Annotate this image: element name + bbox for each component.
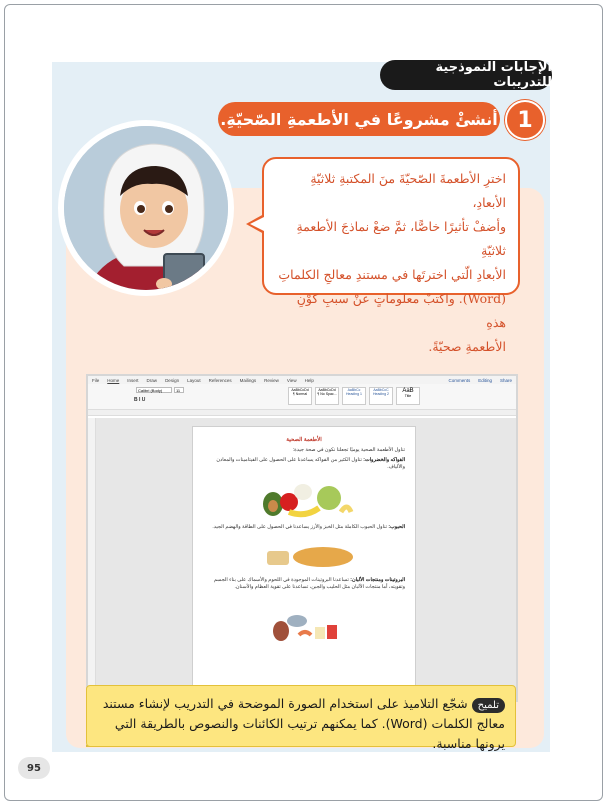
bread-image-icon (201, 535, 405, 571)
vertical-ruler (88, 418, 96, 702)
document-protein-paragraph: البروتينات ومنتجات الألبان: تساعدنا البروتينات الموجودة في اللحوم والأسماك على بناء الجسم وتقويته، أما منتجات الألبان مثل الحليب والجبن، تساعدنا على تقوية العظام والأسنان. (213, 577, 405, 590)
menu-review[interactable]: Review (264, 377, 279, 383)
menu-view[interactable]: View (286, 377, 297, 383)
font-name-box[interactable]: Calibri (Body) (136, 387, 172, 393)
menu-design[interactable]: Design (165, 377, 180, 383)
instruction-line: الأبعادِ الّتي اخترتَها في مستندِ معالجِ الكلماتِ (278, 267, 506, 282)
menu-mailings[interactable]: Mailings (239, 377, 257, 383)
document-grains-paragraph: الحبوب: تناول الحبوب الكاملة مثل الخبز والأرز يساعدنا في الحصول على الطاقة والهضم الجيد. (212, 524, 405, 530)
page-number: 95 (18, 757, 50, 779)
share-button[interactable]: Share (499, 377, 512, 383)
font-size-box[interactable]: 11 (174, 387, 184, 393)
fruits-vegetables-image-icon (201, 474, 405, 518)
style-title[interactable]: AaB Title (396, 387, 420, 405)
document-intro: تناول الأطعمة الصحية يوميًا تجعلنا نكون في صحة جيدة: (292, 447, 405, 453)
format-buttons[interactable]: B I U (134, 397, 146, 403)
instruction-line: الأطعمةِ صحيّةً. (428, 339, 506, 354)
instruction-bubble (262, 157, 520, 354)
document-title: الأطعمة الصحية (286, 437, 322, 443)
menu-file[interactable]: File (92, 377, 100, 383)
menu-insert[interactable]: Insert (127, 377, 139, 383)
menu-references[interactable]: References (208, 377, 232, 383)
word-document-area (88, 418, 516, 702)
word-screenshot (86, 374, 518, 702)
word-ribbon (88, 384, 516, 410)
menu-draw[interactable]: Draw (146, 377, 158, 383)
instruction-line: وأضفْ تأثيرًا خاصًّا، ثمَّ ضعْ نماذجَ الأطعمةِ ثلاثيّةِ (296, 219, 506, 258)
styles-gallery[interactable] (288, 387, 420, 405)
editing-button[interactable]: Editing (478, 377, 492, 383)
section-label: الإجابات النموذجية للتدريبات (380, 60, 552, 90)
speech-bubble-tail-inner (250, 217, 264, 231)
exercise-number: 1 (505, 100, 545, 140)
teacher-tip (86, 685, 516, 751)
protein-dairy-image-icon (201, 601, 405, 645)
student-avatar (58, 120, 234, 296)
word-menu-bar (88, 376, 516, 384)
style-no-spacing[interactable]: AaBbCcDd ¶ No Spac... (315, 387, 339, 405)
menu-layout[interactable]: Layout (187, 377, 201, 383)
tip-badge: تلميح (472, 698, 505, 713)
style-heading2[interactable]: AaBbCcC Heading 2 (369, 387, 393, 405)
word-ruler (88, 410, 516, 416)
menu-home[interactable]: Home (107, 377, 120, 383)
menu-help[interactable]: Help (304, 377, 314, 383)
document-page[interactable] (192, 426, 416, 702)
exercise-title: أنشئْ مشروعًا في الأطعمةِ الصّحيّةِ. (218, 102, 500, 136)
instruction-line: اخترِ الأطعمةَ الصّحيّةَ منَ المكتبةِ ثلاثيّةِ الأبعادِ، (310, 171, 506, 210)
document-fruits-paragraph: الفواكه والخضروات: تناول الكثير من الفواكه يساعدنا على الحصول على الفيتامينات والمعادن والألياف. (216, 457, 405, 470)
tip-text: شجّع التلاميذ على استخدام الصورة الموضحة في التدريب لإنشاء مستند معالج الكلمات (Word). كما يمكنهم ترتيب الكائنات والنصوص بالطريقة التي يرونها مناسبة. (102, 696, 505, 751)
comments-button[interactable]: Comments (448, 377, 471, 383)
style-heading1[interactable]: AaBbCc Heading 1 (342, 387, 366, 405)
instruction-line: (Word). واكتبْ معلوماتٍ عنْ سببِ كوْنِ هذهِ (296, 291, 506, 330)
style-normal[interactable]: AaBbCcDd ¶ Normal (288, 387, 312, 405)
